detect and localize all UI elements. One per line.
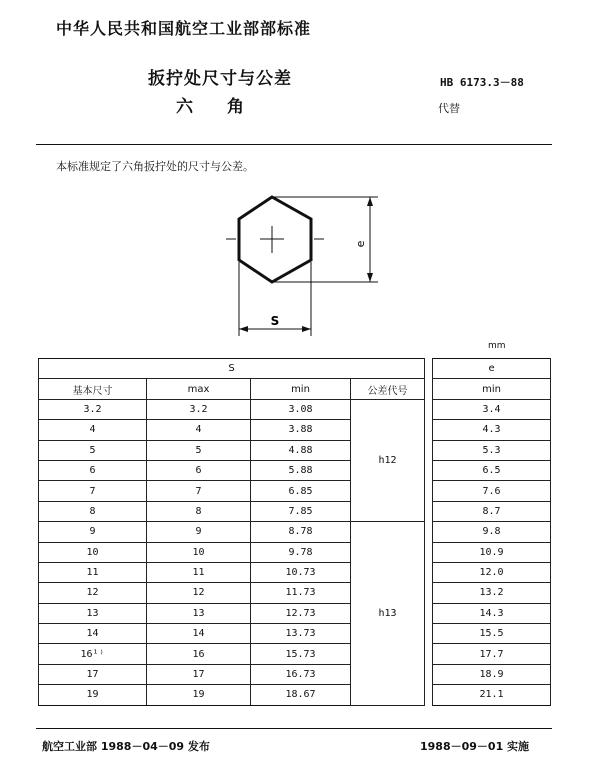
cell-e-min: 21.1 <box>433 685 551 705</box>
cell-basic-size: 11 <box>39 562 147 582</box>
s-label: S <box>270 314 280 328</box>
cell-basic-size: 14 <box>39 624 147 644</box>
issue-date: 航空工业部 1988－04－09 发布 <box>42 740 210 753</box>
table-row <box>39 460 551 480</box>
cell-max: 6 <box>147 460 251 480</box>
cell-min: 9.78 <box>251 542 351 562</box>
cell-max: 3.2 <box>147 399 251 419</box>
cell-min: 11.73 <box>251 583 351 603</box>
cell-e-min: 12.0 <box>433 562 551 582</box>
cell-min: 4.88 <box>251 440 351 460</box>
cell-e-min: 13.2 <box>433 583 551 603</box>
cell-max: 10 <box>147 542 251 562</box>
cell-basic-size: 5 <box>39 440 147 460</box>
cell-max: 19 <box>147 685 251 705</box>
header-e: e <box>433 359 551 379</box>
cell-basic-size: 16¹⁾ <box>39 644 147 664</box>
cell-max: 14 <box>147 624 251 644</box>
cell-max: 13 <box>147 603 251 623</box>
cell-basic-size: 13 <box>39 603 147 623</box>
cell-e-min: 10.9 <box>433 542 551 562</box>
header-max: max <box>147 379 251 399</box>
dimension-table <box>38 358 551 706</box>
cell-basic-size: 9 <box>39 522 147 542</box>
footer-divider <box>36 728 552 729</box>
cell-min: 7.85 <box>251 501 351 521</box>
table-row <box>39 644 551 664</box>
standard-code: HB 6173.3－88 <box>440 76 524 89</box>
cell-basic-size: 7 <box>39 481 147 501</box>
cell-max: 5 <box>147 440 251 460</box>
table-row <box>39 399 551 419</box>
cell-basic-size: 6 <box>39 460 147 480</box>
table-row <box>39 501 551 521</box>
cell-min: 13.73 <box>251 624 351 644</box>
table-row <box>39 664 551 684</box>
table-row <box>39 481 551 501</box>
effective-date: 1988－09－01 实施 <box>420 740 530 753</box>
table-row <box>39 440 551 460</box>
cell-basic-size: 12 <box>39 583 147 603</box>
cell-e-min: 15.5 <box>433 624 551 644</box>
cell-e-min: 18.9 <box>433 664 551 684</box>
cell-e-min: 17.7 <box>433 644 551 664</box>
cell-min: 12.73 <box>251 603 351 623</box>
cell-max: 16 <box>147 644 251 664</box>
table-row <box>39 583 551 603</box>
cell-basic-size: 8 <box>39 501 147 521</box>
cell-tolerance-code: h13 <box>351 522 425 706</box>
cell-min: 16.73 <box>251 664 351 684</box>
cell-min: 3.88 <box>251 420 351 440</box>
cell-e-min: 5.3 <box>433 440 551 460</box>
table-row <box>39 624 551 644</box>
standard-subtitle: 六角 <box>176 97 278 117</box>
table-row <box>39 562 551 582</box>
cell-min: 6.85 <box>251 481 351 501</box>
cell-basic-size: 10 <box>39 542 147 562</box>
cell-basic-size: 19 <box>39 685 147 705</box>
cell-e-min: 3.4 <box>433 399 551 419</box>
cell-max: 12 <box>147 583 251 603</box>
header-s-group: S <box>39 359 425 379</box>
header-tolerance-code: 公差代号 <box>351 379 425 399</box>
cell-basic-size: 3.2 <box>39 399 147 419</box>
standard-title: 扳拧处尺寸与公差 <box>148 69 292 89</box>
cell-max: 8 <box>147 501 251 521</box>
cell-max: 9 <box>147 522 251 542</box>
hexagon-drawing <box>200 186 400 336</box>
intro-text: 本标准规定了六角扳拧处的尺寸与公差。 <box>56 160 254 173</box>
replaces-label: 代替 <box>438 102 460 115</box>
header-basic-size: 基本尺寸 <box>39 379 147 399</box>
cell-min: 3.08 <box>251 399 351 419</box>
cell-min: 15.73 <box>251 644 351 664</box>
table-row <box>39 685 551 705</box>
e-label: e <box>354 240 367 248</box>
table-row <box>39 522 551 542</box>
cell-basic-size: 4 <box>39 420 147 440</box>
cell-basic-size: 17 <box>39 664 147 684</box>
issuing-organization: 中华人民共和国航空工业部部标准 <box>56 19 312 38</box>
cell-e-min: 8.7 <box>433 501 551 521</box>
cell-e-min: 4.3 <box>433 420 551 440</box>
table-row <box>39 420 551 440</box>
cell-e-min: 7.6 <box>433 481 551 501</box>
header-min: min <box>251 379 351 399</box>
cell-min: 5.88 <box>251 460 351 480</box>
unit-label: mm <box>488 341 506 351</box>
header-divider <box>36 144 552 145</box>
table-header-row <box>39 379 551 399</box>
header-e-min: min <box>433 379 551 399</box>
cell-max: 7 <box>147 481 251 501</box>
cell-e-min: 9.8 <box>433 522 551 542</box>
cell-min: 8.78 <box>251 522 351 542</box>
cell-e-min: 14.3 <box>433 603 551 623</box>
cell-min: 10.73 <box>251 562 351 582</box>
table-header-group-row <box>39 359 551 379</box>
cell-max: 11 <box>147 562 251 582</box>
table-row <box>39 542 551 562</box>
table-row <box>39 603 551 623</box>
cell-min: 18.67 <box>251 685 351 705</box>
cell-tolerance-code: h12 <box>351 399 425 521</box>
cell-max: 17 <box>147 664 251 684</box>
cell-max: 4 <box>147 420 251 440</box>
cell-e-min: 6.5 <box>433 460 551 480</box>
